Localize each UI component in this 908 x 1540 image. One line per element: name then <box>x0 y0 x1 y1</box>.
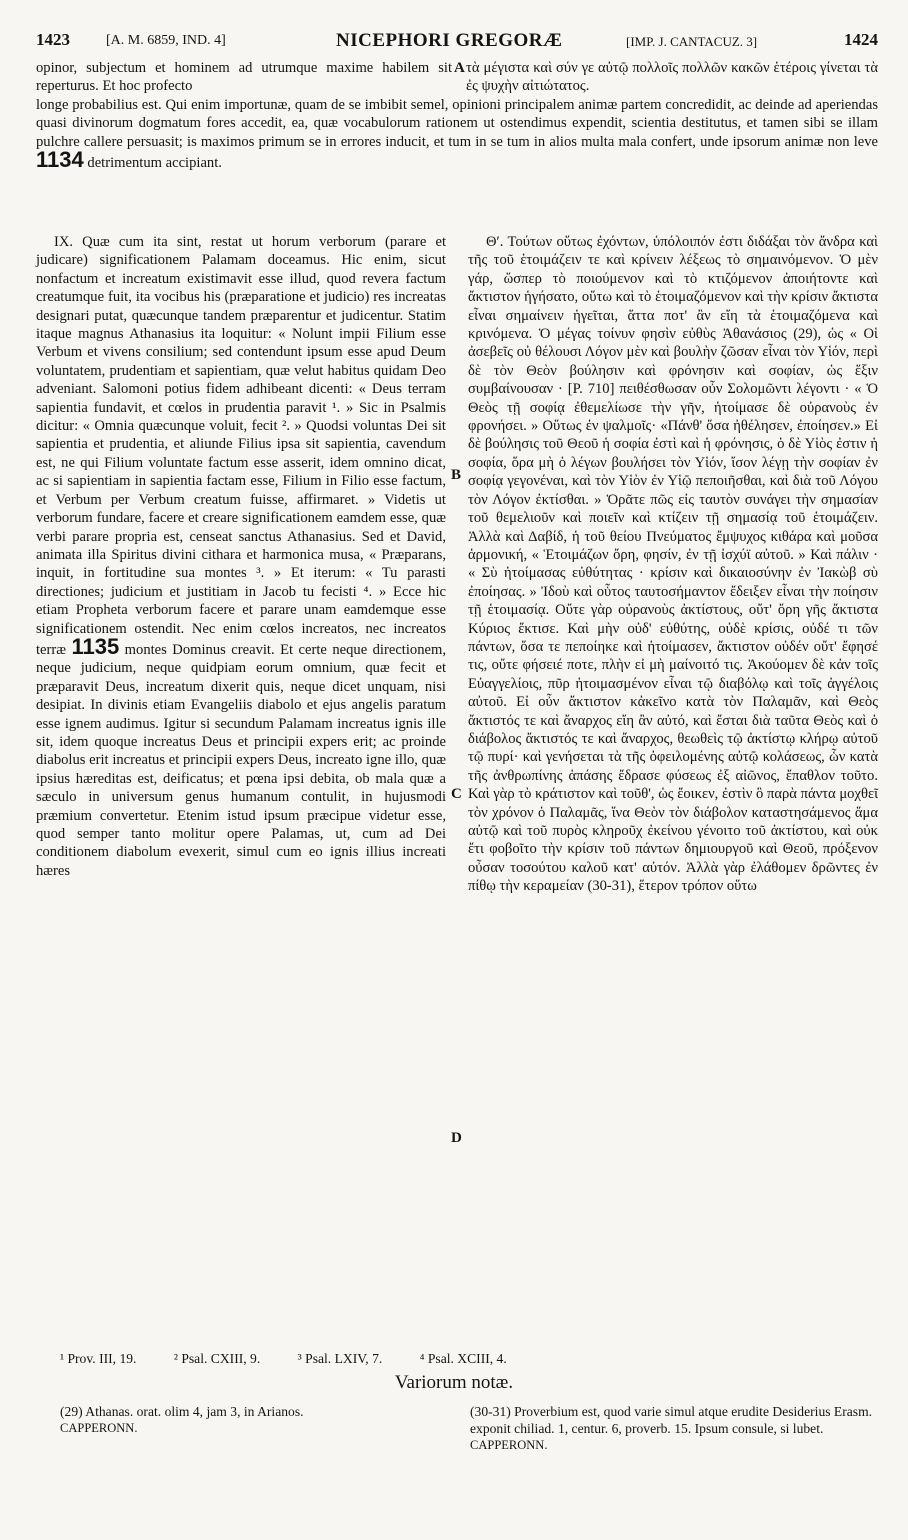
footnote-4: ⁴ Psal. XCIII, 4. <box>419 1351 507 1366</box>
left-header-info: [A. M. 6859, IND. 4] <box>106 33 226 48</box>
latin-paragraph <box>36 233 446 880</box>
greek-paragraph: Θʹ. Τούτων οὕτως ἐχόντων, ὑπόλοιπόν ἐστι διδάξαι τὸν ἄνδρα καὶ τῆς τοῦ ἑτοιμάζειν τε καὶ κρίνειν λέξεως τὸ σημαινόμενον. Ὁ μὲν γάρ, ὥσπερ τὸ ποιούμενον καὶ τὸ κτιζόμενον ἀποιήτοντε καὶ ἄκτιστον ἡγήσατο, οὕτω καὶ τὸ ἑτοιμαζόμενον καὶ τὴν κρίσιν ἄκτιστα εἶναι σημαίνειν ἡγεῖται, ἅττα ποτ' ἂν εἴη τὰ ἑτοιμαζόμενα καὶ κρινόμενα. Ὁ μέγας τοίνυν φησὶν εὐθὺς Ἀθανάσιος (29), ὡς « Οἱ ἀσεβεῖς οὐ θέλουσι Λόγον μὲν καὶ βουλὴν ζῶσαν εἶναι τὸν Υἱόν, περὶ δὲ τὸν Θεὸν βούλησιν καὶ φρόνησιν καὶ σοφίαν, ὡς ἕξιν συμβαίνουσαν · [P. 710] πειθέσθωσαν οὖν Σολομῶντι λέγοντι · « Ὁ Θεὸς τῇ σοφίᾳ ἐθεμελίωσε τὴν γῆν, ἡτοίμασε δὲ οὐρανοὺς ἐν φρονήσει. » Οὕτως ἐν ψαλμοῖς· «Πάνθ' ὅσα ἠθέλησεν, ἐποίησεν.» Εἰ δὲ βούλησις τοῦ Θεοῦ ἡ σοφία ἐστὶ καὶ ἡ φρόνησις, ὁ δὲ Υἱὸς ἐστιν ἡ σοφία, ὅρα μὴ ὁ λέγων βουλήσει τὸν Υἱόν, ἴσον λέγῃ τὴν σοφίαν ἐν σοφίᾳ γεγονέναι, καὶ τὸν Υἱὸν ἐν Υἱῷ πεποιῆσθαι, καὶ διὰ τοῦ Λόγου τὸν Λόγον ἐκτίσθαι. » Ὁρᾶτε πῶς εἰς ταυτὸν συνάγει τὴν σημασίαν τοῦ θεμελιοῦν καὶ ποιεῖν καὶ κτίζειν τῇ σημασίᾳ τοῦ ἑτοιμάζειν. Ἀλλὰ καὶ Δαβίδ, ἡ τοῦ θείου Πνεύματος ἔμψυχος κιθάρα καὶ μοῦσα ἁρμονική, « Ἑτοιμάζων ὄρη, φησίν, ἐν τῇ ἰσχύϊ αὐτοῦ. » Καὶ πάλιν · « Σὺ ἡτοίμασας εὐθύτητας · κρίσιν καὶ δικαιοσύνην ἐν Ἰακὼβ σὺ ἐποίησας. » Ἰδοὺ καὶ οὗτος ταυτοσήμαντον ἔδειξεν εἶναι τὴν ποίησιν τῇ ἑτοιμασίᾳ. Οὔτε γὰρ οὐρανοὺς ἀκτίστους, οὔτ' ὄρη γῆς ἄκτιστα Κύριος ἔκτισε. Καὶ μὴν οὐδ' εὐθύτης, οὐδὲ κρίσις, οὐδέ τι τῶν πάντων, ὅσα τε πεποίηκε καὶ ἡτοίμασεν, ἄκτιστον οὐδέν οὔτ' ἔφησέ τις, οὔτε φήσειέ ποτε, πλὴν εἰ μὴ μαίνοιτό τις. Ἀκούομεν δὲ κἀν τοῖς Εὐαγγελίοις, πῦρ ἡτοιμασμένον εἶναι τῷ διαβόλῳ καὶ τοῖς ἀγγέλοις αὐτοῦ. Εἰ οὖν ἄκτιστον κἀκεῖνο κατὰ τὸν Παλαμᾶν, καὶ Θεὸς ἄκτιστός τε καὶ ἄναρχος εἴη ἂν αὐτό, καὶ ἔσται διὰ ταῦτα Θεὸς καὶ ὁ διάβολος ἄκτιστός τε καὶ ἄναρχος, θεωθεὶς τῷ ἀκτίστῳ κλήρῳ αὐτοῦ τῷ πυρί· καὶ γενήσεται τὰ τῆς ὀφειλομένης αὐτῷ κολάσεως, ὧν κατὰ τῆς ἀνθρωπίνης ἁπάσης ἔδρασε φύσεως ἐξ αἰῶνος, ἔπαθλον τοῦτο. Καὶ γὰρ τὸ κράτιστον καὶ τοῦθ', ὡς ἔοικεν, ἐστὶν ὃ παρὰ πάντα μοχθεῖ τὸν χρόνον ὁ Παλαμᾶς, ἵνα Θεὸν τὸν διάβολον καταστησάμενος ἅμα αὐτῷ καὶ τοῦ πυρὸς κληροῦχ ἐκείνου γένοιτο τοῦ ἀκτίστου, καὶ οὐκ ἔτι φοβοῖτο τὴν κρίσιν τοῦ πάντων δημιουργοῦ καὶ Θεοῦ, πρόξενον οὖσαν τοσούτου καλοῦ κατ' αὐτόν. Ἀλλὰ γὰρ ἐλάθομεν δρῶντες ἐν πίθῳ τὴν κεραμείαν (30-31), ἕτερον τρόπον οὕτω <box>468 234 878 895</box>
latin-text-end: montes Dominus creavit. Et certe neque directionem, neque judicium, neque quidpiam eorum omnium, quæ fecit et præparavit Deus, increatum dixerit quis, neque dicet unquam, nisi desipiat. In divinis etiam Evangeliis diabolo et ejus angelis paratum esse ignem audimus. Igitur si secundum Palamam increatus ignis ille sit, idem quoque increatus Deus et principii expers erit; ac proinde diabolus erit increatus et principii expers Deus, increato igne illo, quæ ipsius hæreditas est, deificatus; et pœna ipsi debita, ob mala quæ a sæculo in universum genus humanum contulit, in hujusmodi præmium convertetur. Etenim istud ipsum præcipue videtur esse, quod semper tanto molitur opere Palamas, ut, cum ad Dei conditionem diabolum evexerit, simul cum eo ignis illius increati hæres <box>36 641 446 879</box>
note-30-31: (30-31) Proverbium est, quod varie simul atque erudite Desiderius Erasm. exponit chiliad. 1, centur. 6, proverb. 15. Ipsum consule, si lubet. <box>470 1404 873 1437</box>
note-30-author: CAPPERONN. <box>470 1438 548 1453</box>
footnote-2: ² Psal. CXIII, 9. <box>173 1351 261 1366</box>
note-29: (29) Athanas. orat. olim 4, jam 3, in Arianos. <box>60 1404 304 1419</box>
notes-right-column <box>470 1403 878 1455</box>
note-29-author: CAPPERONN. <box>60 1421 138 1436</box>
running-header <box>36 30 878 58</box>
right-header-info: [IMP. J. CANTACUZ. 3] <box>626 34 758 49</box>
column-mark-1134: 1134 <box>36 147 84 173</box>
margin-marker-a: A <box>454 60 465 76</box>
top-latin-text: opinor, subjectum et hominem ad utrumque maxime habilem sit reperturus. Et hoc profecto <box>36 60 452 95</box>
left-column-number: 1423 <box>36 30 70 49</box>
margin-marker-b: B <box>451 467 462 483</box>
page-title: NICEPHORI GREGORÆ <box>336 30 563 51</box>
top-latin-end: detrimentum accipiant. <box>87 155 222 172</box>
top-paragraph <box>36 59 878 173</box>
variorum-heading: Variorum notæ. <box>394 1372 514 1393</box>
top-latin-continued <box>36 96 878 173</box>
footnote-1: ¹ Prov. III, 19. <box>60 1351 137 1366</box>
latin-column <box>36 233 446 880</box>
margin-marker-c: C <box>451 786 462 802</box>
greek-column <box>468 233 878 896</box>
margin-marker-d: D <box>451 1130 462 1146</box>
column-mark-1135: 1135 <box>71 633 120 659</box>
latin-text: IX. Quæ cum ita sint, restat ut horum verborum (parare et judicare) significationem Palamam doceamus. Hic enim, sicut nonfactum et increatum existimavit esse illud, quod revera factum creatumque fuit, ita vocibus his (præparatione et judicio) res increatas designari putat, quæcunque tandem præparentur et judicentur. Statim itaque magnus Athanasius ita loquitur: « Nolunt impii Filium esse Verbum et vivens consilium; sed contendunt ipsum esse apud Deum voluntatem, prudentiam et sapientiam, quæ velut habitus quidam Deo adveniant. Salomoni potius fidem adhibeant dicenti: « Deus terram sapientia fundavit, et cœlos in prudentia paravit ¹. » Sic in Psalmis dicitur: « Omnia quæcunque voluit, fecit ². » Quodsi voluntas Dei sit sapientia et prudentia, et aliunde Filius ipsa sit sapientia, cavendum est, ne qui Filium voluntate factum esse asserit, idem omnino dicat, ac si sapientiam in sapientia factam esse, Filium in Filio esse factum, et Verbum per Verbum creatum fuisse, affirmaret. » Videtis ut verborum fundare, facere et creare significationem eamdem esse, quæ verbi parare propria est, censeat sanctus Athanasius. Sed et David, animata illa Spiritus divini cithara et harmonica musa, « Præparans, inquit, in fortitudine sua montes ³. » Et iterum: « Tu parasti directiones; judicium et justitiam in Jacob tu fecisti ⁴. » Ecce hic etiam Propheta verborum facere et parare unam eamdemque esse significationem ostendit. Nec enim cœlos increatos, nec increatos terræ <box>36 234 446 658</box>
top-latin-full: longe probabilius est. Qui enim importunæ, quam de se imbibit semel, opinioni principalem animæ partem concredidit, ac deinde ad aperiendas quasi divinorum dogmatum fores accedit, ea, quæ vocabulorum rationem ut ostendimus expendit, scientia destitutus, et tamen sibi se illam pulchre callere persuasit; is maximos primum se in errores inducit, et tum in se tum in alios multa mala confert, unde ipsorum animæ non leve <box>36 97 878 150</box>
right-column-number: 1424 <box>844 30 878 49</box>
notes-left-column <box>60 1403 450 1437</box>
top-greek-text: τὰ μέγιστα καὶ σύν γε αὐτῷ πολλοῖς πολλῶν κακῶν ἑτέροις γίνεται τὰ ἐς ψυχὴν αἰτιώτατος. <box>466 60 878 95</box>
footnote-3: ³ Psal. LXIV, 7. <box>297 1351 383 1366</box>
footnotes <box>60 1351 541 1367</box>
